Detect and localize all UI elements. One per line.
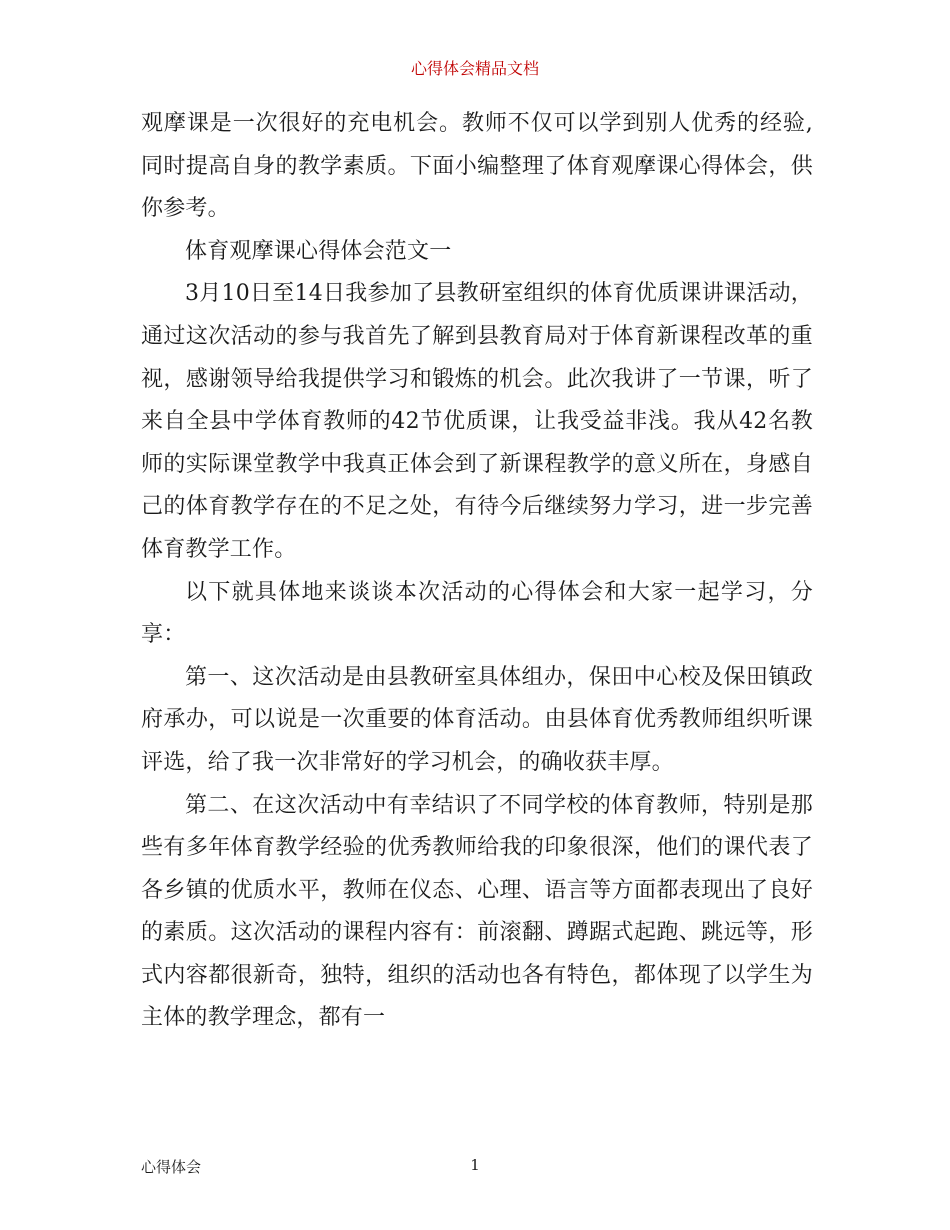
paragraph: 第一、这次活动是由县教研室具体组办，保田中心校及保田镇政府承办，可以说是一次重要的体育活动。由县体育优秀教师组织听课评选，给了我一次非常好的学习机会，的确收获丰厚。 bbox=[141, 664, 813, 775]
section-heading: 体育观摩课心得体会范文一 bbox=[185, 238, 452, 264]
page-footer-label: 心得体会 bbox=[141, 1158, 202, 1176]
paragraph: 第二、在这次活动中有幸结识了不同学校的体育教师，特别是那些有多年体育教学经验的优秀教师给我的印象很深，他们的课代表了各乡镇的优质水平，教师在仪态、心理、语言等方面都表现出了良好的素质。这次活动的课程内容有：前滚翻、蹲踞式起跑、跳远等，形式内容都很新奇，独特，组织的活动也各有特色，都体现了以学生为主体的教学理念，都有一 bbox=[141, 792, 813, 1031]
paragraph-intro: 观摩课是一次很好的充电机会。教师不仅可以学到别人优秀的经验,同时提高自身的教学素质。下面小编整理了体育观摩课心得体会，供你参考。 bbox=[141, 111, 813, 222]
paragraph: 以下就具体地来谈谈本次活动的心得体会和大家一起学习，分享： bbox=[141, 579, 813, 648]
page-number: 1 bbox=[470, 1156, 480, 1174]
paragraph: 3月10日至14日我参加了县教研室组织的体育优质课讲课活动，通过这次活动的参与我首先了解到县教育局对于体育新课程改革的重视，感谢领导给我提供学习和锻炼的机会。此次我讲了一节课，听了来自全县中学体育教师的42节优质课，让我受益非浅。我从42名教师的实际课堂教学中我真正体会到了新课程教学的意义所在，身感自己的体育教学存在的不足之处，有待今后继续努力学习，进一步完善体育教学工作。 bbox=[141, 281, 813, 562]
page-header-title: 心得体会精品文档 bbox=[410, 59, 539, 78]
document-body bbox=[141, 103, 813, 1040]
